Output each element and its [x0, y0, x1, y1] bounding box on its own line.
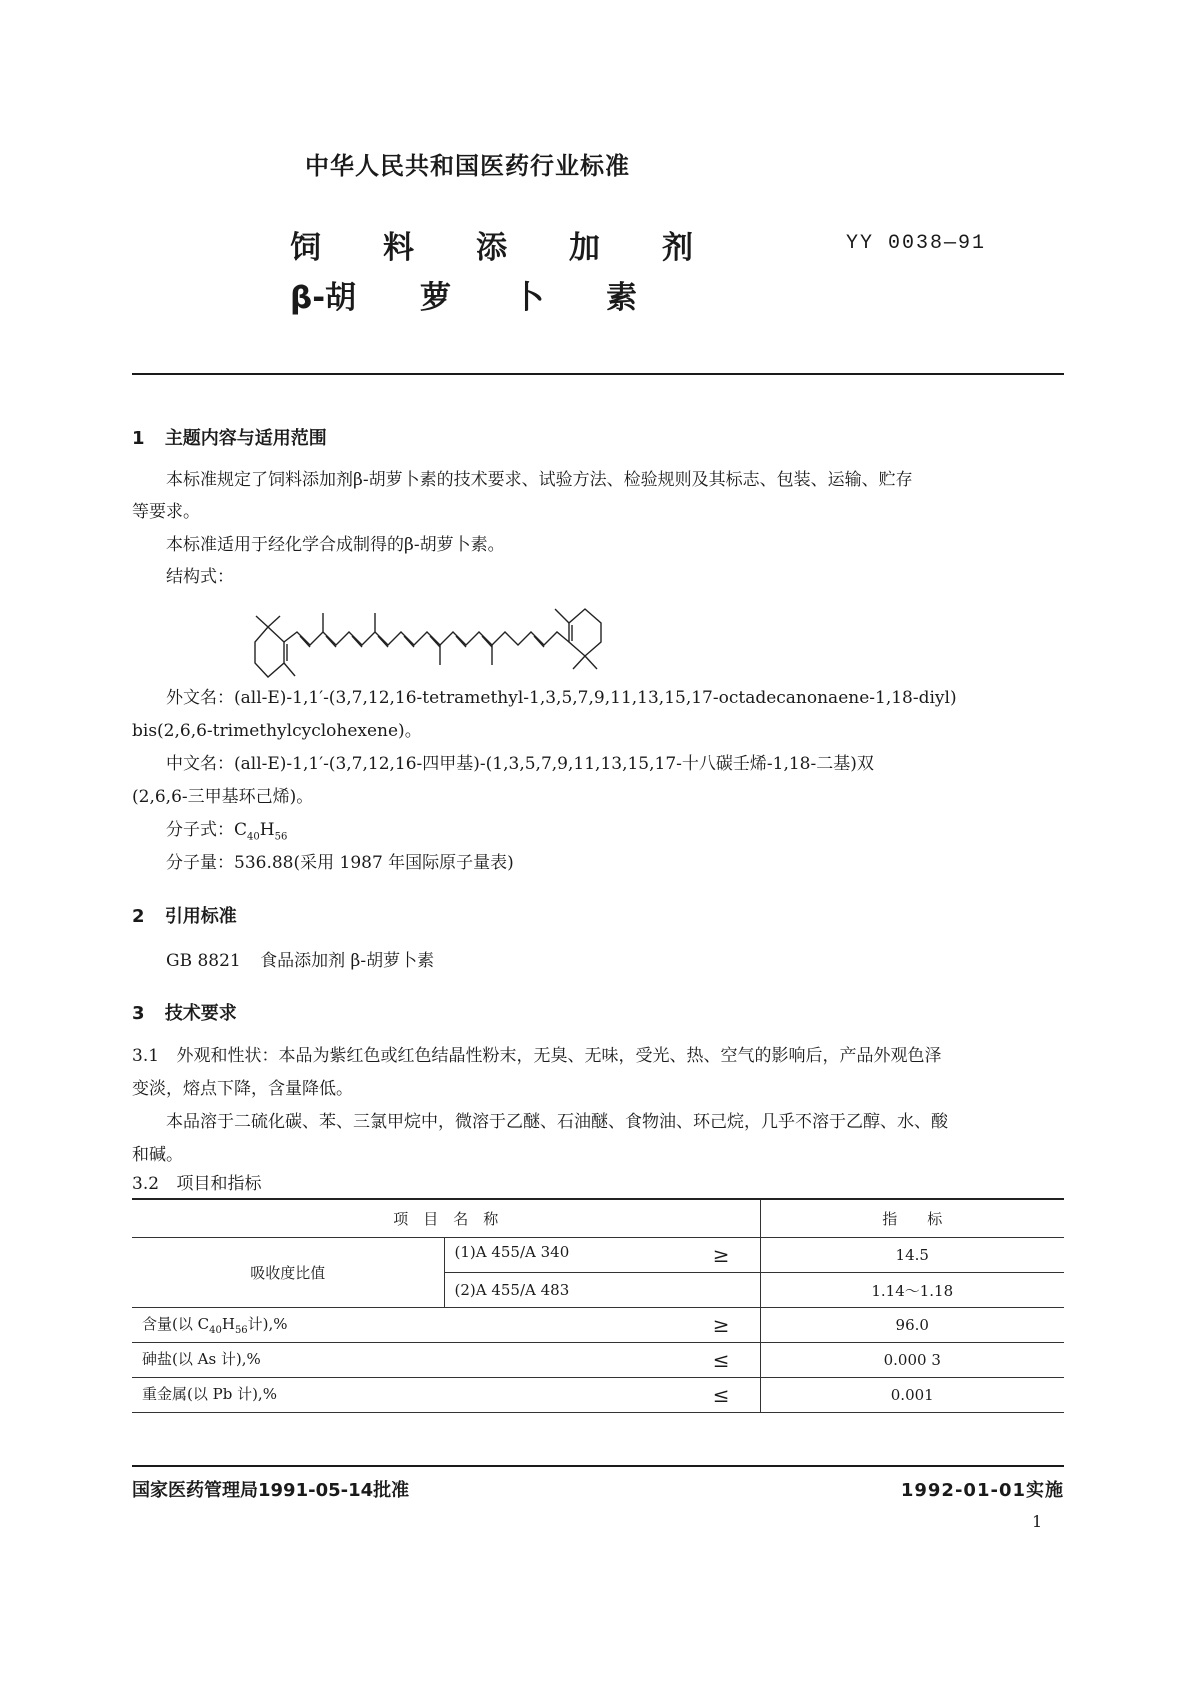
paragraph: 本品溶于二硫化碳、苯、三氯甲烷中，微溶于乙醚、石油醚、食物油、环己烷，几乎不溶于乙醇、水、酸 [166, 1112, 948, 1132]
effective-date: 1992-01-01实施 [900, 1480, 1064, 1501]
title-char: 料 [383, 230, 414, 266]
structure-label: 结构式： [166, 567, 234, 587]
section-number: 2 [132, 906, 145, 927]
table-row [132, 1238, 1064, 1273]
formula-c-sub: 40 [247, 831, 260, 843]
section-3-heading [132, 999, 237, 1025]
table-row [132, 1378, 1064, 1413]
section-1-heading [132, 424, 327, 450]
title-char: β-胡 [290, 280, 357, 316]
row-group-label: 吸收度比值 [132, 1238, 444, 1308]
item-formula-h-sub: 56 [234, 1325, 248, 1336]
doc-title-line2 [290, 272, 637, 317]
row-value: 0.000 3 [760, 1343, 1064, 1378]
molecular-formula [166, 820, 287, 847]
issuer-title: 中华人民共和国医药行业标准 [305, 152, 630, 180]
paragraph: 本标准规定了饲料添加剂β-胡萝卜素的技术要求、试验方法、检验规则及其标志、包装、运输、贮存 [166, 470, 913, 490]
item-formula-c-sub: 40 [209, 1325, 222, 1336]
table-row [132, 1343, 1064, 1378]
paragraph: 等要求。 [132, 502, 200, 522]
comparison-operator: ≥ [712, 1313, 730, 1337]
section-number: 3 [132, 1003, 145, 1024]
title-char: 素 [606, 280, 637, 316]
footer-divider [132, 1465, 1064, 1467]
paragraph-cont: 和碱。 [132, 1145, 183, 1165]
row-value: 96.0 [760, 1308, 1064, 1343]
header-divider [132, 373, 1064, 375]
title-char: 萝 [420, 280, 451, 316]
reference-standard [166, 951, 434, 971]
title-char: 加 [569, 230, 600, 266]
item-text-suffix: 计),% [247, 1315, 288, 1333]
comparison-operator: ≤ [712, 1348, 730, 1372]
section-title: 主题内容与适用范围 [164, 428, 327, 449]
title-char: 卜 [513, 280, 544, 316]
formula-c: C [234, 820, 248, 840]
row-value: 14.5 [760, 1238, 1064, 1273]
reference-code: GB 8821 [166, 951, 241, 971]
row-value: 0.001 [760, 1378, 1064, 1413]
standard-code: YY 0038—91 [846, 232, 987, 255]
clause-text: 外观和性状：本品为紫红色或红色结晶性粉末，无臭、无味，受光、热、空气的影响后，产品外观色泽 [176, 1046, 942, 1066]
row-item: (2)A 455/A 483 [444, 1273, 760, 1308]
english-name: 外文名：(all-E)-1,1′-(3,7,12,16-tetramethyl-1,3,5,7,9,11,13,15,17-octadecanonaene-1,18-diyl) [166, 688, 957, 708]
table-row [132, 1308, 1064, 1343]
clause-3-1 [132, 1046, 941, 1066]
section-title: 技术要求 [164, 1003, 237, 1024]
row-item [444, 1238, 760, 1273]
english-name-cont: bis(2,6,6-trimethylcyclohexene)。 [132, 721, 422, 741]
title-char: 添 [476, 230, 507, 266]
item-text: 砷盐(以 As 计),% [142, 1350, 261, 1368]
reference-title: 食品添加剂 β-胡萝卜素 [260, 951, 435, 971]
header-item-name: 项 目 名 称 [132, 1199, 760, 1238]
paragraph: 本标准适用于经化学合成制得的β-胡萝卜素。 [166, 535, 505, 555]
row-item [132, 1343, 760, 1378]
chinese-name-cont: (2,6,6-三甲基环己烯)。 [132, 787, 314, 807]
comparison-operator: ≤ [712, 1383, 730, 1407]
clause-number: 3.1 [132, 1046, 160, 1066]
table-header-row [132, 1199, 1064, 1238]
item-text: (1)A 455/A 340 [454, 1243, 570, 1261]
section-number: 1 [132, 428, 145, 449]
specification-table [132, 1198, 1064, 1413]
page-number: 1 [1032, 1512, 1043, 1531]
section-title: 引用标准 [164, 906, 237, 927]
header-value: 指 标 [760, 1199, 1064, 1238]
item-formula-c: C [197, 1315, 210, 1333]
clause-number: 3.2 [132, 1174, 160, 1194]
molecular-mass: 分子量：536.88(采用 1987 年国际原子量表) [166, 853, 514, 873]
title-char: 饲 [290, 230, 321, 266]
doc-title-line1 [290, 222, 693, 267]
clause-3-1-cont: 变淡，熔点下降，含量降低。 [132, 1079, 353, 1099]
title-char: 剂 [662, 230, 693, 266]
clause-text: 项目和指标 [176, 1174, 262, 1194]
section-2-heading [132, 902, 237, 928]
formula-label: 分子式： [166, 820, 234, 840]
row-value: 1.14～1.18 [760, 1273, 1064, 1308]
clause-3-2 [132, 1174, 261, 1194]
item-text: 重金属(以 Pb 计),% [142, 1385, 277, 1403]
formula-h-sub: 56 [274, 831, 288, 843]
comparison-operator: ≥ [712, 1243, 730, 1267]
row-item [132, 1308, 760, 1343]
item-text: 含量(以 [142, 1315, 198, 1333]
formula-h: H [259, 820, 275, 840]
beta-carotene-structure-diagram [240, 585, 640, 695]
item-formula-h: H [221, 1315, 235, 1333]
chinese-name: 中文名：(all-E)-1,1′-(3,7,12,16-四甲基)-(1,3,5,7,9,11,13,15,17-十八碳壬烯-1,18-二基)双 [166, 754, 874, 774]
row-item [132, 1378, 760, 1413]
approval-info: 国家医药管理局1991-05-14批准 [132, 1480, 410, 1501]
